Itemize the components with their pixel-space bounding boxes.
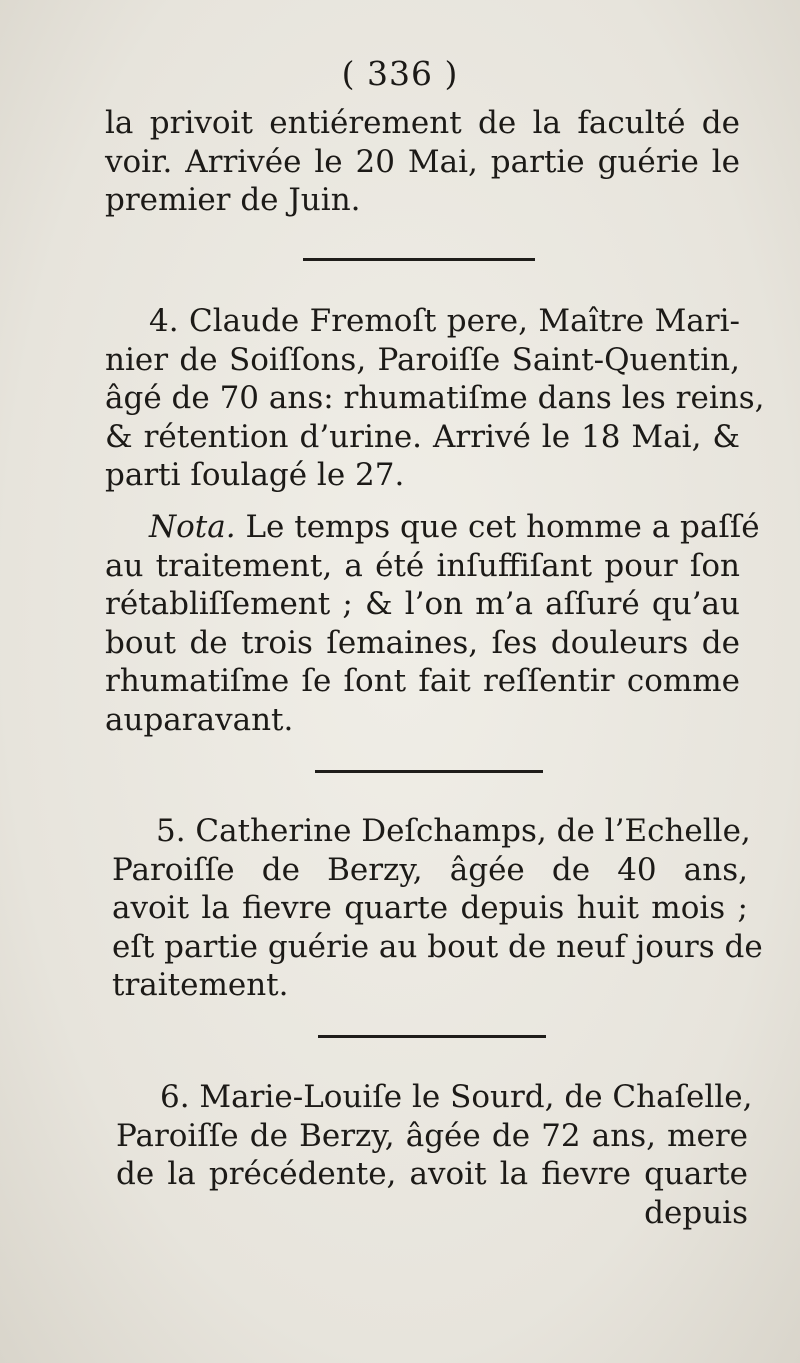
text-line: au traitement, a été inſuffiſant pour ſon bbox=[105, 547, 740, 584]
entry-5 bbox=[112, 812, 763, 1005]
text-line: la privoit entiérement de la faculté de bbox=[105, 105, 740, 141]
text-line: rhumatiſme ſe ſont fait reſſentir comme bbox=[105, 663, 740, 699]
text-line: bout de trois ſemaines, ſes douleurs de bbox=[105, 624, 740, 661]
text-line: 4. Claude Fremoſt pere, Maître Mari- bbox=[149, 303, 740, 339]
text-line: parti ſoulagé le 27. bbox=[105, 457, 405, 493]
entry-6 bbox=[116, 1078, 753, 1232]
text-line: 6. Marie-Louiſe le Sourd, de Chaſelle, bbox=[160, 1079, 753, 1115]
text-line: âgé de 70 ans: rhumatiſme dans les reins, bbox=[105, 380, 765, 416]
nota-paragraph bbox=[105, 508, 760, 739]
catchword: depuis bbox=[644, 1194, 748, 1231]
entry-4 bbox=[105, 302, 765, 495]
text-line: & rétention d’urine. Arrivé le 18 Mai, & bbox=[105, 418, 740, 455]
text-line: premier de Juin. bbox=[105, 182, 361, 218]
section-divider bbox=[315, 770, 543, 773]
text-line: Paroiſſe de Berzy, âgée de 72 ans, mere bbox=[116, 1117, 748, 1154]
text-line: traitement. bbox=[112, 967, 289, 1003]
page-number: ( 336 ) bbox=[341, 54, 459, 93]
text-line: auparavant. bbox=[105, 701, 294, 738]
text-line: eſt partie guérie au bout de neuf jours de bbox=[112, 928, 763, 965]
text-line: avoit la fievre quarte depuis huit mois ; bbox=[112, 890, 748, 926]
text-line: voir. Arrivée le 20 Mai, partie guérie le bbox=[105, 143, 740, 180]
text-line: Paroiſſe de Berzy, âgée de 40 ans, bbox=[112, 851, 748, 888]
text-line: nier de Soiſſons, Paroiſſe Saint-Quentin, bbox=[105, 341, 740, 378]
text-line: rétabliſſement ; & l’on m’a aſſuré qu’au bbox=[105, 586, 740, 622]
nota-text: Le temps que cet homme a paſſé bbox=[245, 509, 760, 545]
section-divider bbox=[318, 1035, 546, 1038]
text-line: de la précédente, avoit la fievre quarte bbox=[116, 1156, 748, 1192]
text-line: 5. Catherine Deſchamps, de l’Echelle, bbox=[156, 813, 751, 849]
nota-label: Nota. bbox=[149, 509, 236, 545]
text-line bbox=[105, 508, 760, 547]
section-divider bbox=[303, 258, 535, 261]
continuation-paragraph bbox=[105, 104, 740, 220]
